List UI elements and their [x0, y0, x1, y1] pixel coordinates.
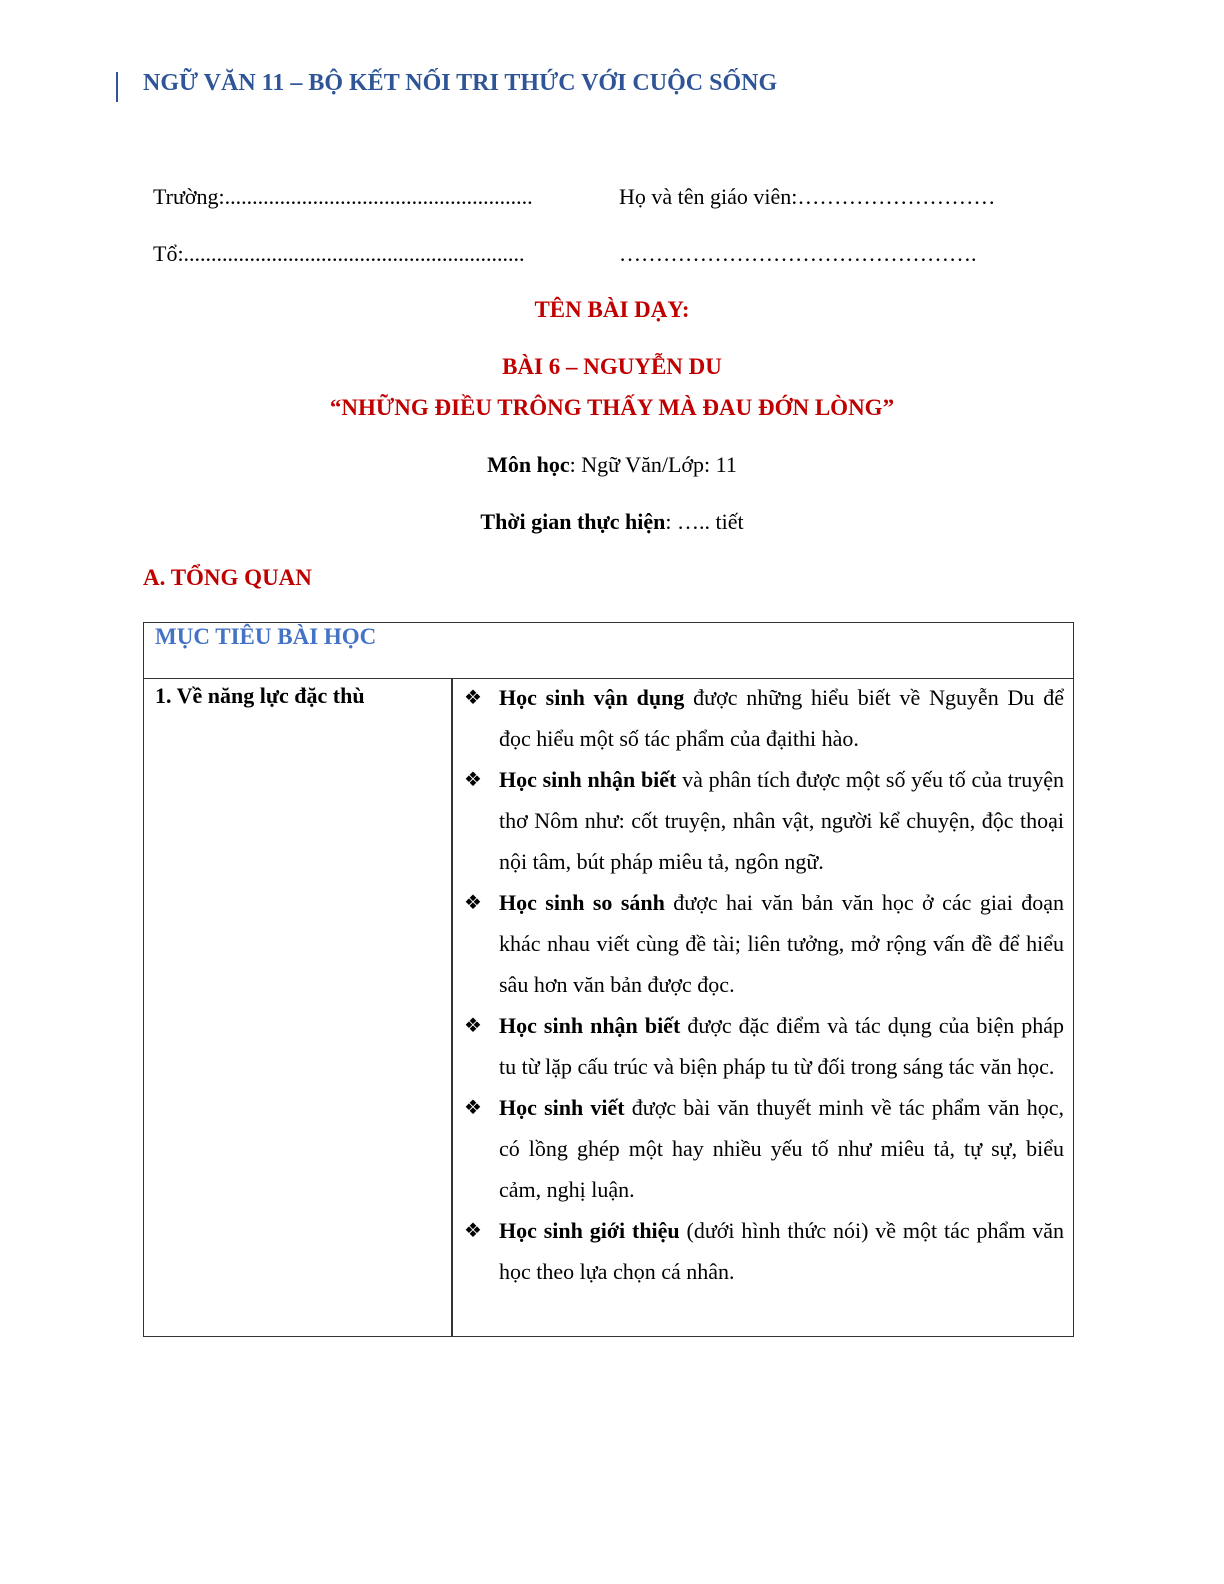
objectives-table-header: [144, 623, 1073, 679]
objective-item-lead: Học sinh giới thiệu: [499, 1218, 680, 1243]
objective-item-lead: Học sinh viết: [499, 1095, 625, 1120]
group-field: Tổ:..............................................................: [153, 241, 525, 266]
objectives-table: [143, 622, 1074, 1337]
objective-item-lead: Học sinh so sánh: [499, 890, 665, 915]
diamond-bullet-icon: ❖: [464, 890, 482, 914]
section-a-heading: A. TỔNG QUAN: [143, 565, 312, 590]
diamond-bullet-icon: ❖: [464, 1218, 482, 1242]
objective-item: [464, 759, 1064, 882]
subject-label: Môn học: [487, 452, 570, 477]
duration-line: [0, 509, 1224, 535]
duration-label: Thời gian thực hiện: [480, 509, 666, 534]
objective-item-text: (dưới hình thức nói) về một tác phẩm văn học theo lựa chọn cá nhân.: [499, 1218, 1064, 1284]
objective-item-text: và phân tích được một số yếu tố của truyện thơ Nôm như: cốt truyện, nhân vật, người kể chuyện, độc thoại nội tâm, bút pháp miêu tả, ngôn ngữ.: [499, 767, 1064, 874]
objective-item: [464, 1005, 1064, 1087]
objective-item-lead: Học sinh nhận biết: [499, 1013, 681, 1038]
header-title: NGỮ VĂN 11 – BỘ KẾT NỐI TRI THỨC VỚI CUỘC SỐNG: [143, 70, 778, 96]
objective-item-text: được đặc điểm và tác dụng của biện pháp tu từ lặp cấu trúc và biện pháp tu từ đối trong sáng tác văn học.: [499, 1013, 1065, 1079]
lesson-label: TÊN BÀI DẠY:: [534, 297, 690, 322]
teacher-name-field: Họ và tên giáo viên:………………………: [619, 184, 996, 209]
competency-row-label: 1. Về năng lực đặc thù: [155, 683, 365, 708]
objective-item: [464, 882, 1064, 1005]
lesson-name: BÀI 6 – NGUYỄN DU: [502, 354, 722, 379]
objective-item-text: được bài văn thuyết minh về tác phẩm văn học, có lồng ghép một hay nhiều yếu tố như miêu tả, tự sự, biểu cảm, nghị luận.: [499, 1095, 1064, 1202]
school-field: Trường:........................................................: [153, 184, 533, 209]
diamond-bullet-icon: ❖: [464, 685, 482, 709]
objective-item-text: được những hiểu biết về Nguyễn Du để đọc hiểu một số tác phẩm của đạithi hào.: [499, 685, 1064, 751]
objective-item: [464, 1087, 1064, 1210]
objective-item-lead: Học sinh vận dụng: [499, 685, 685, 710]
objectives-list: [464, 677, 1064, 1292]
objective-item-text: được hai văn bản văn học ở các giai đoạn khác nhau viết cùng đề tài; liên tưởng, mở rộng vấn đề để hiểu sâu hơn văn bản được đọc.: [499, 890, 1064, 997]
objective-item: [464, 1210, 1064, 1292]
subject-value: : Ngữ Văn/Lớp: 11: [569, 452, 737, 477]
teacher-name-continuation: ………………………………………….: [619, 241, 977, 266]
subject-line: [0, 452, 1224, 478]
diamond-bullet-icon: ❖: [464, 767, 482, 791]
header-accent-bar: [116, 72, 118, 102]
objective-item-lead: Học sinh nhận biết: [499, 767, 677, 792]
objectives-header-label: MỤC TIÊU BÀI HỌC: [155, 624, 377, 649]
lesson-subtitle: “NHỮNG ĐIỀU TRÔNG THẤY MÀ ĐAU ĐỚN LÒNG”: [329, 395, 895, 420]
diamond-bullet-icon: ❖: [464, 1095, 482, 1119]
objective-item: [464, 677, 1064, 759]
column-divider: [451, 679, 453, 1336]
duration-value: : ….. tiết: [665, 509, 744, 534]
diamond-bullet-icon: ❖: [464, 1013, 482, 1037]
